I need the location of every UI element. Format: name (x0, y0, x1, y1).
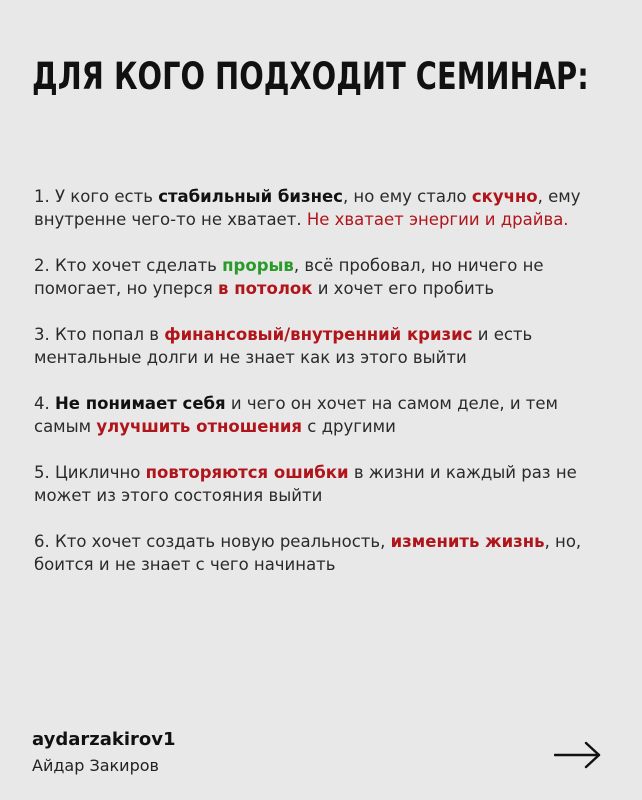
list-item-6 (34, 530, 614, 576)
page-title: ДЛЯ КОГО ПОДХОДИТ СЕМИНАР: (32, 55, 589, 98)
item-number: 6. (34, 532, 55, 551)
author-name: Айдар Закиров (32, 756, 159, 775)
item-text: и хочет его пробить (312, 279, 495, 298)
item-highlight-red: повторяются ошибки (145, 463, 349, 482)
list-item-5 (34, 461, 614, 507)
item-text: Циклично (55, 463, 146, 482)
item-highlight: стабильный бизнес (158, 187, 343, 206)
item-highlight-red: в потолок (218, 279, 313, 298)
item-text: с другими (302, 417, 396, 436)
item-highlight-red: финансовый/внутренний кризис (164, 325, 473, 344)
item-highlight-green: прорыв (222, 256, 294, 275)
audience-list (34, 185, 614, 599)
item-highlight-red: Не хватает энергии и драйва. (306, 210, 569, 229)
item-text: Кто хочет создать новую реальность, (55, 532, 391, 551)
item-text: , всё пробовал, но ничего не помогает, но уперся (34, 256, 544, 298)
item-text: , но, боится и не знает с чего начинать (34, 532, 582, 574)
arrow-right-icon[interactable] (554, 740, 602, 770)
list-item-3 (34, 323, 614, 369)
item-number: 5. (34, 463, 55, 482)
item-text: Кто попал в (55, 325, 165, 344)
item-highlight-red: скучно (471, 187, 538, 206)
item-text: , ему внутренне чего-то не хватает. (34, 187, 581, 229)
item-number: 3. (34, 325, 55, 344)
list-item-4 (34, 392, 614, 438)
item-number: 2. (34, 256, 55, 275)
item-text: и есть ментальные долги и не знает как из этого выйти (34, 325, 533, 367)
item-text: Кто хочет сделать (55, 256, 223, 275)
item-highlight: Не понимает себя (55, 394, 226, 413)
item-text: У кого есть (55, 187, 159, 206)
item-highlight-red: улучшить отношения (96, 417, 303, 436)
item-highlight-red: изменить жизнь (390, 532, 545, 551)
item-text: , но ему стало (342, 187, 472, 206)
item-text: и чего он хочет на самом деле, и тем самым (34, 394, 559, 436)
list-item-2 (34, 254, 614, 300)
item-number: 4. (34, 394, 55, 413)
list-item-1 (34, 185, 614, 231)
author-username[interactable]: aydarzakirov1 (32, 729, 176, 750)
item-number: 1. (34, 187, 55, 206)
item-text: в жизни и каждый раз не может из этого состояния выйти (34, 463, 577, 505)
